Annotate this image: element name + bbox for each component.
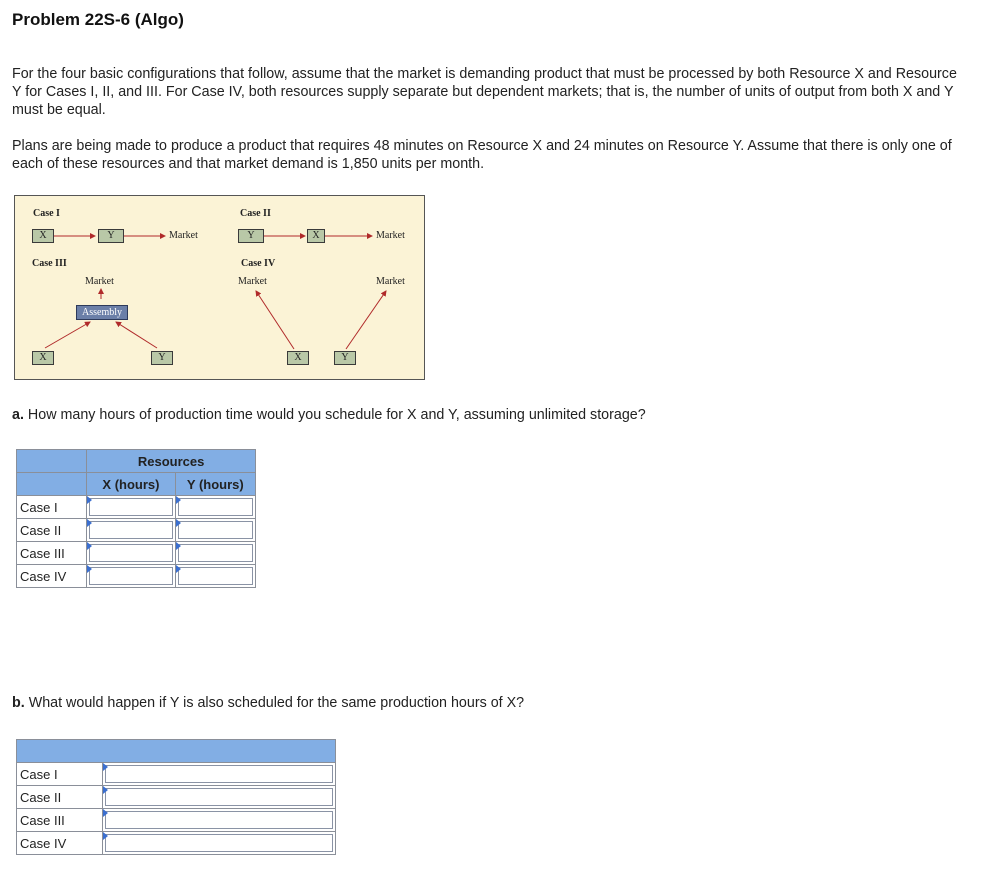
case1-answer-dropdown[interactable]: [103, 763, 336, 786]
case4-resource-x: X: [287, 351, 309, 365]
case4-market-left: Market: [238, 276, 267, 287]
problem-title: Problem 22S-6 (Algo): [12, 10, 184, 29]
case4-resource-y: Y: [334, 351, 356, 365]
case4-answer-dropdown[interactable]: [103, 832, 336, 855]
case2-label: Case II: [240, 208, 271, 219]
table-a: [16, 449, 256, 588]
configuration-diagram: [14, 195, 425, 380]
table-row: [17, 832, 336, 855]
row-label: Case III: [17, 542, 87, 565]
case1-resource-y: Y: [98, 229, 124, 243]
case2-answer-dropdown[interactable]: [103, 786, 336, 809]
case1-x-hours-input[interactable]: [87, 496, 175, 519]
case4-y-hours-input[interactable]: [175, 565, 255, 588]
case3-y-hours-input[interactable]: [175, 542, 255, 565]
case4-label: Case IV: [241, 258, 276, 269]
case2-resource-y: Y: [238, 229, 264, 243]
case3-assembly: Assembly: [76, 305, 128, 320]
row-label: Case I: [17, 763, 103, 786]
case3-answer-dropdown[interactable]: [103, 809, 336, 832]
question-a: [12, 407, 646, 423]
question-b: [12, 695, 524, 711]
table-row: [17, 763, 336, 786]
table-b: [16, 739, 336, 855]
case2-y-hours-input[interactable]: [175, 519, 255, 542]
case3-x-hours-input[interactable]: [87, 542, 175, 565]
case3-resource-y: Y: [151, 351, 173, 365]
row-label: Case II: [17, 519, 87, 542]
question-a-text: How many hours of production time would you schedule for X and Y, assuming unlimited storage?: [27, 407, 646, 423]
table-row: [17, 565, 256, 588]
table-row: [17, 542, 256, 565]
case2-market: Market: [376, 230, 405, 241]
table-a-corner: [17, 450, 87, 473]
row-label: Case I: [17, 496, 87, 519]
intro-paragraph: For the four basic configurations that follow, assume that the market is demanding product that must be processed by both Resource X and Resource Y for Cases I, II, and III. For Case IV, both resources supply separate but dependent markets; that is, the number of units of output from both X and Y must be equal.: [12, 66, 957, 118]
table-a-col-y: Y (hours): [175, 473, 255, 496]
table-b-header: [17, 740, 336, 763]
plans-paragraph: Plans are being made to produce a product that requires 48 minutes on Resource X and 24 minutes on Resource Y. Assume that there is only one of each of these resources and that market demand is 1,850 units per month.: [12, 138, 952, 172]
case4-x-hours-input[interactable]: [87, 565, 175, 588]
table-row: [17, 496, 256, 519]
case1-y-hours-input[interactable]: [175, 496, 255, 519]
case1-market: Market: [169, 230, 198, 241]
row-label: Case III: [17, 809, 103, 832]
question-a-letter: a.: [12, 407, 24, 423]
table-a-col-x: X (hours): [87, 473, 175, 496]
case4-market-right: Market: [376, 276, 405, 287]
table-row: [17, 786, 336, 809]
row-label: Case IV: [17, 565, 87, 588]
case3-market: Market: [85, 276, 114, 287]
case3-label: Case III: [32, 258, 67, 269]
diagram-arrows: [15, 196, 424, 379]
table-row: [17, 809, 336, 832]
row-label: Case IV: [17, 832, 103, 855]
question-b-letter: b.: [12, 695, 25, 711]
row-label: Case II: [17, 786, 103, 809]
case1-label: Case I: [33, 208, 60, 219]
case2-resource-x: X: [307, 229, 325, 243]
case2-x-hours-input[interactable]: [87, 519, 175, 542]
case3-resource-x: X: [32, 351, 54, 365]
table-a-corner-2: [17, 473, 87, 496]
case1-resource-x: X: [32, 229, 54, 243]
table-a-group-header: Resources: [87, 450, 256, 473]
table-row: [17, 519, 256, 542]
question-b-text: What would happen if Y is also scheduled for the same production hours of X?: [28, 695, 525, 711]
